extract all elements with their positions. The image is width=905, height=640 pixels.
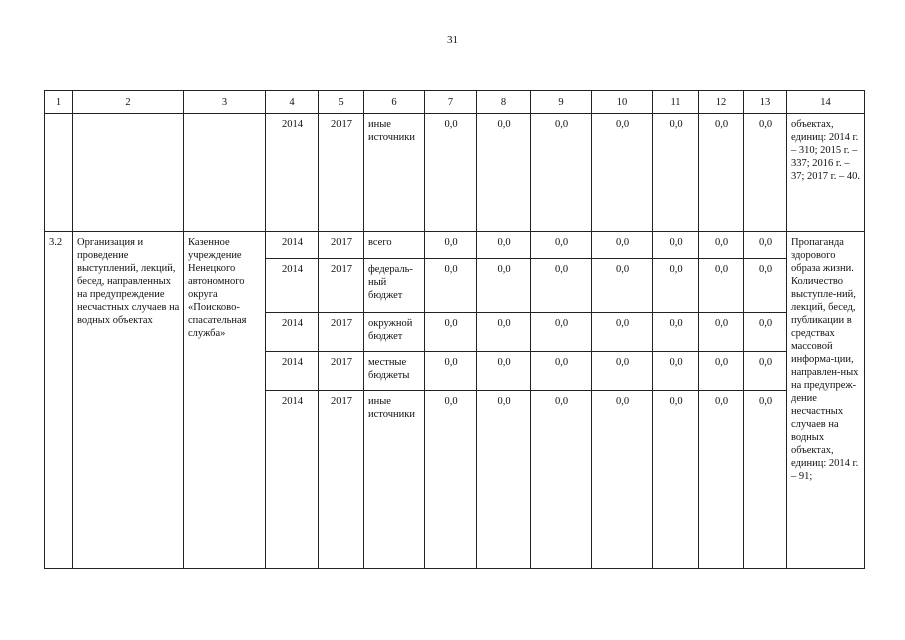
value-cell: 0,0	[592, 114, 653, 232]
value-cell: 0,0	[699, 232, 744, 259]
column-number-header: 10	[592, 91, 653, 114]
column-number-header-row	[45, 91, 865, 114]
value-cell: 0,0	[699, 114, 744, 232]
year-end-cell: 2017	[319, 259, 364, 313]
funding-source-cell: иные источники	[364, 114, 425, 232]
column-number-header: 9	[531, 91, 592, 114]
empty-cell	[45, 114, 73, 232]
table-row-continuation	[45, 114, 865, 232]
value-cell: 0,0	[744, 114, 787, 232]
executor-cell: Казенное учреждение Ненецкого автономного округа «Поисково-спасательная служба»	[184, 232, 266, 569]
funding-source-cell: иные источники	[364, 391, 425, 569]
funding-source-cell: всего	[364, 232, 425, 259]
value-cell: 0,0	[744, 313, 787, 352]
year-end-cell: 2017	[319, 114, 364, 232]
value-cell: 0,0	[653, 352, 699, 391]
program-table	[44, 90, 865, 569]
year-end-cell: 2017	[319, 391, 364, 569]
column-number-header: 13	[744, 91, 787, 114]
value-cell: 0,0	[477, 259, 531, 313]
value-cell: 0,0	[653, 391, 699, 569]
column-number-header: 8	[477, 91, 531, 114]
funding-source-cell: местные бюджеты	[364, 352, 425, 391]
value-cell: 0,0	[592, 232, 653, 259]
item-number-cell: 3.2	[45, 232, 73, 569]
column-number-header: 6	[364, 91, 425, 114]
value-cell: 0,0	[744, 232, 787, 259]
value-cell: 0,0	[425, 391, 477, 569]
value-cell: 0,0	[531, 313, 592, 352]
value-cell: 0,0	[744, 259, 787, 313]
column-number-header: 1	[45, 91, 73, 114]
column-number-header: 12	[699, 91, 744, 114]
indicator-cell: объектах, единиц: 2014 г. – 310; 2015 г. – 337; 2016 г. – 37; 2017 г. – 40.	[787, 114, 865, 232]
value-cell: 0,0	[477, 352, 531, 391]
value-cell: 0,0	[592, 259, 653, 313]
column-number-header: 2	[73, 91, 184, 114]
value-cell: 0,0	[653, 259, 699, 313]
year-start-cell: 2014	[266, 313, 319, 352]
funding-source-cell: федераль-ный бюджет	[364, 259, 425, 313]
value-cell: 0,0	[699, 259, 744, 313]
column-number-header: 7	[425, 91, 477, 114]
value-cell: 0,0	[425, 114, 477, 232]
value-cell: 0,0	[425, 313, 477, 352]
empty-cell	[73, 114, 184, 232]
table-row-total	[45, 232, 865, 259]
page-number: 31	[447, 34, 458, 46]
item-name-cell: Организация и проведение выступлений, лекций, бесед, направленных на предупреждение несчастных случаев на водных объектах	[73, 232, 184, 569]
value-cell: 0,0	[531, 232, 592, 259]
value-cell: 0,0	[425, 232, 477, 259]
value-cell: 0,0	[531, 352, 592, 391]
value-cell: 0,0	[531, 259, 592, 313]
value-cell: 0,0	[653, 313, 699, 352]
value-cell: 0,0	[531, 391, 592, 569]
value-cell: 0,0	[477, 232, 531, 259]
column-number-header: 14	[787, 91, 865, 114]
empty-cell	[184, 114, 266, 232]
year-end-cell: 2017	[319, 232, 364, 259]
value-cell: 0,0	[653, 232, 699, 259]
year-end-cell: 2017	[319, 352, 364, 391]
column-number-header: 3	[184, 91, 266, 114]
value-cell: 0,0	[477, 391, 531, 569]
value-cell: 0,0	[592, 391, 653, 569]
funding-source-cell: окружной бюджет	[364, 313, 425, 352]
year-start-cell: 2014	[266, 114, 319, 232]
year-start-cell: 2014	[266, 352, 319, 391]
value-cell: 0,0	[699, 391, 744, 569]
column-number-header: 4	[266, 91, 319, 114]
indicator-cell: Пропаганда здорового образа жизни. Количество выступле-ний, лекций, бесед, публикации в средствах массовой информа-ции, направлен-ных на предупреж-дение несчастных случаев на водных объектах, единиц: 2014 г. – 91;	[787, 232, 865, 569]
year-start-cell: 2014	[266, 391, 319, 569]
column-number-header: 5	[319, 91, 364, 114]
value-cell: 0,0	[425, 259, 477, 313]
year-start-cell: 2014	[266, 259, 319, 313]
value-cell: 0,0	[531, 114, 592, 232]
year-start-cell: 2014	[266, 232, 319, 259]
value-cell: 0,0	[744, 352, 787, 391]
value-cell: 0,0	[477, 114, 531, 232]
value-cell: 0,0	[744, 391, 787, 569]
value-cell: 0,0	[592, 313, 653, 352]
value-cell: 0,0	[477, 313, 531, 352]
value-cell: 0,0	[592, 352, 653, 391]
value-cell: 0,0	[653, 114, 699, 232]
year-end-cell: 2017	[319, 313, 364, 352]
column-number-header: 11	[653, 91, 699, 114]
value-cell: 0,0	[699, 313, 744, 352]
value-cell: 0,0	[425, 352, 477, 391]
value-cell: 0,0	[699, 352, 744, 391]
